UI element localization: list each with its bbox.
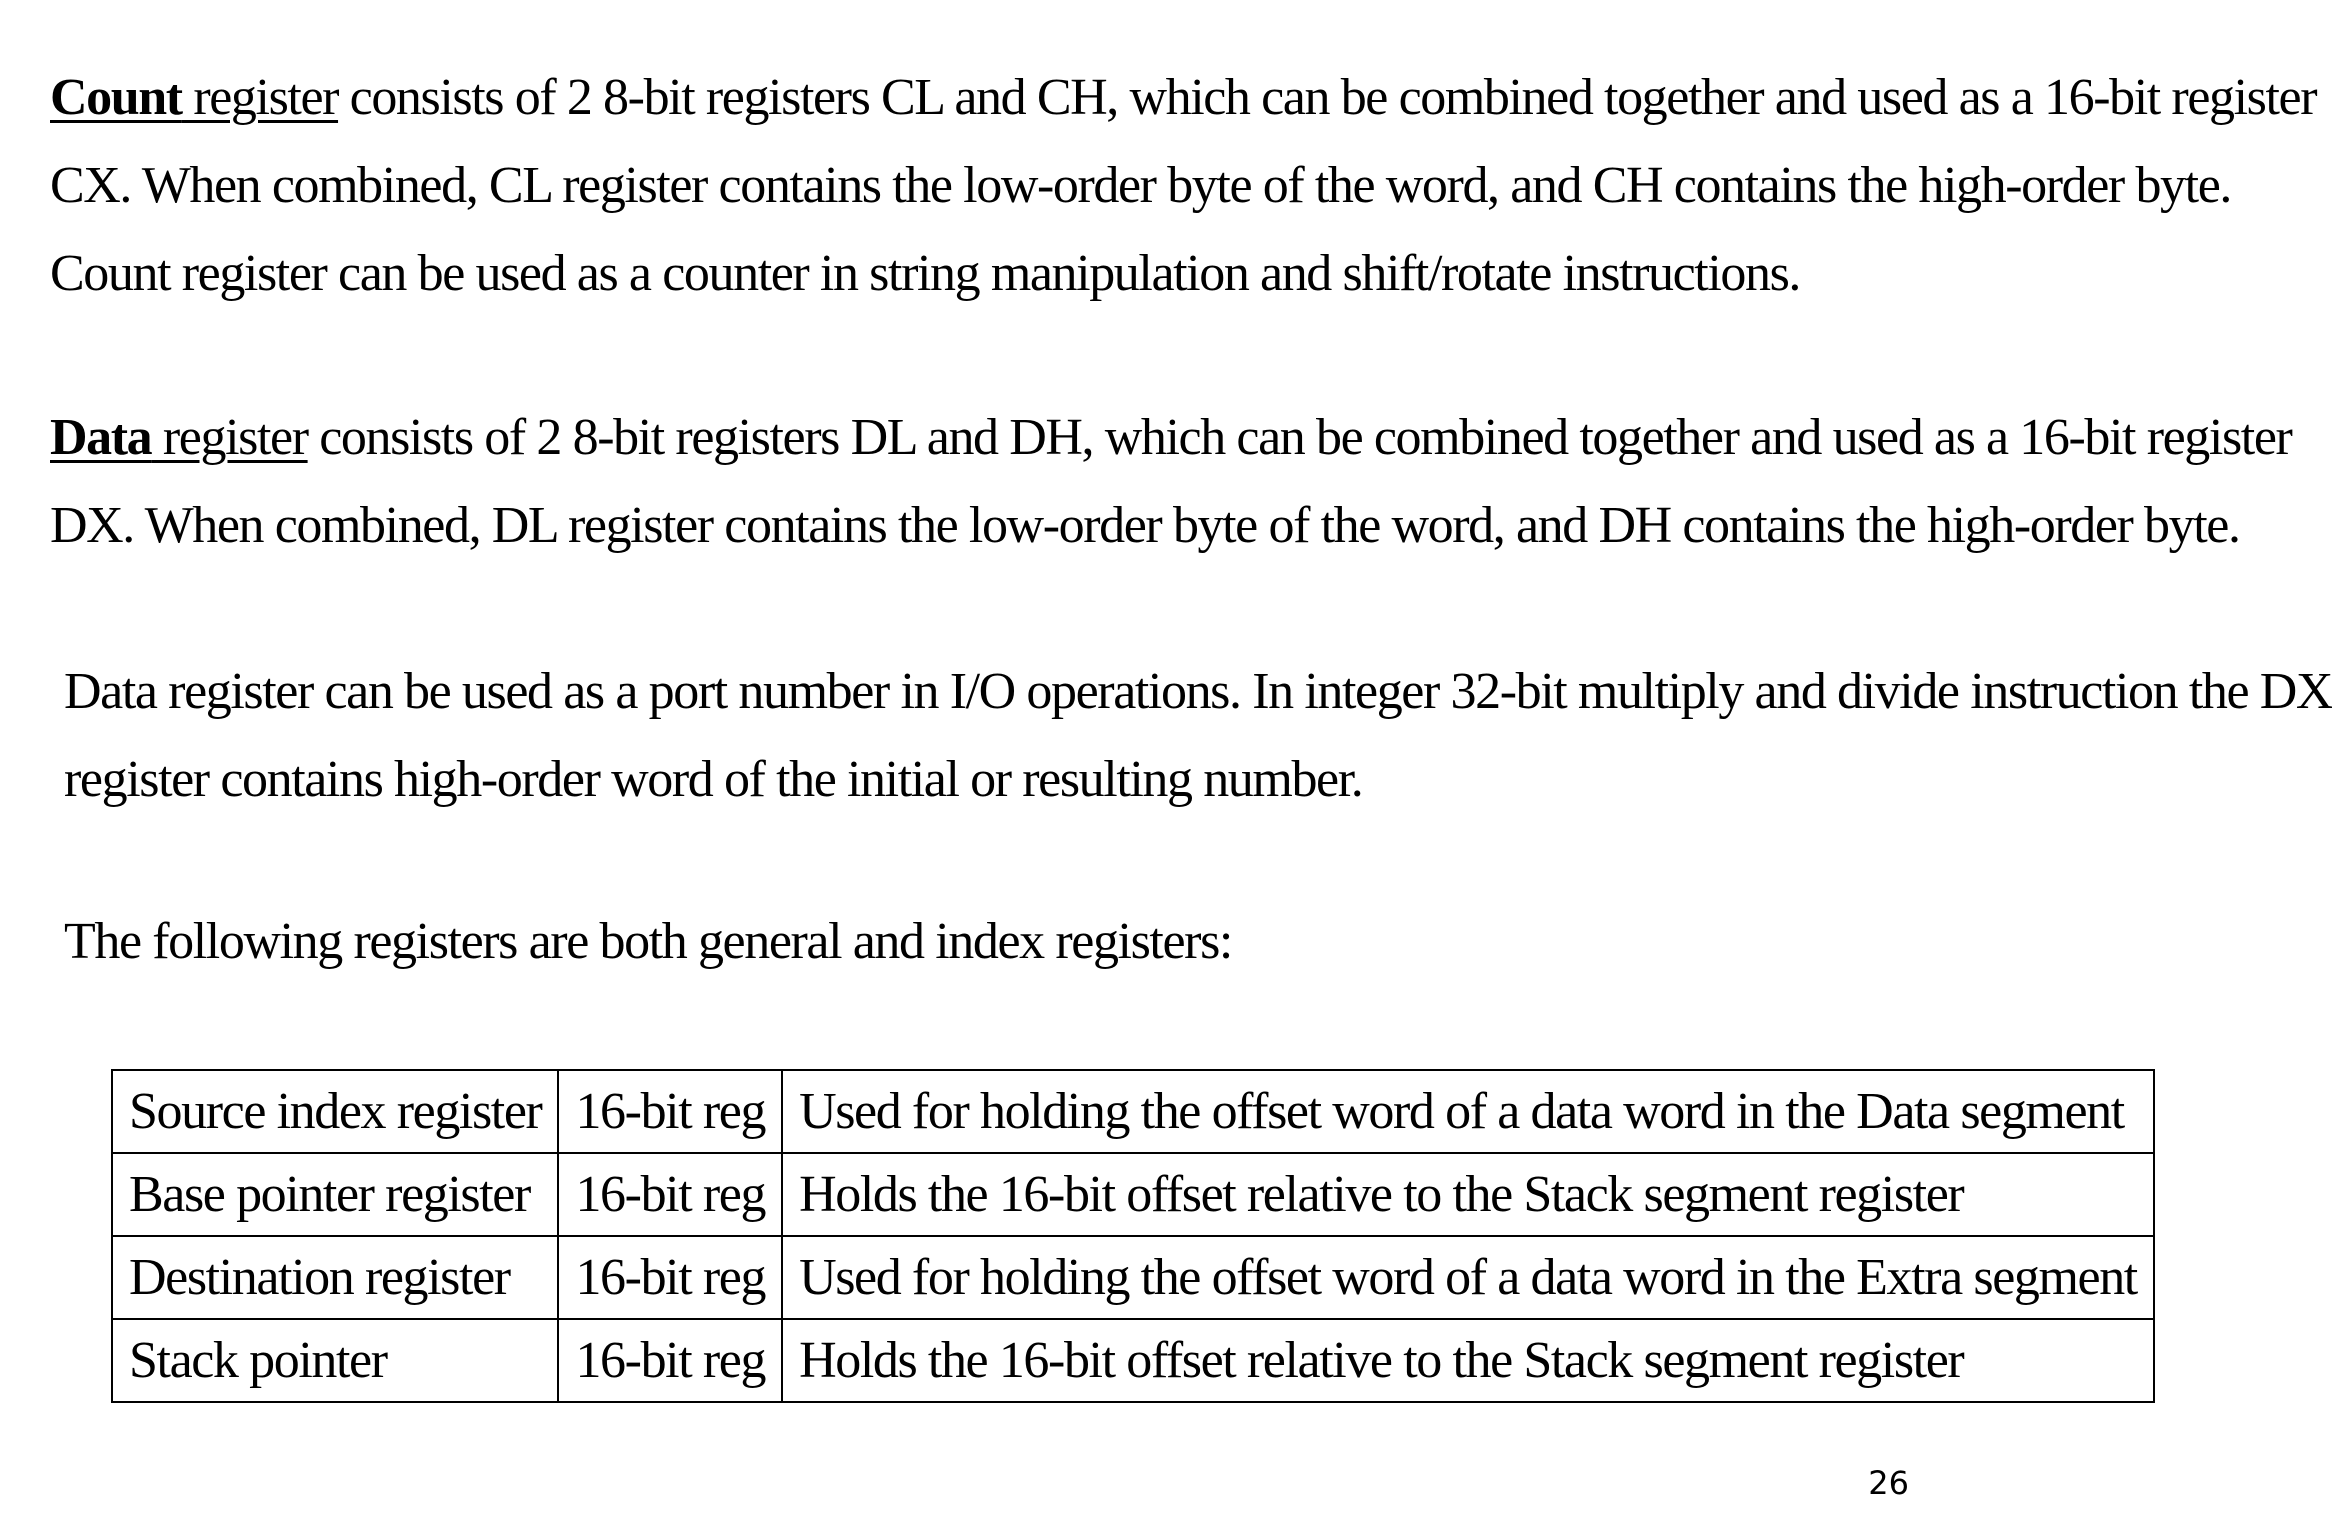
- index-registers-intro: The following registers are both general and index registers:: [64, 913, 1232, 970]
- register-size-cell: 16-bit reg: [558, 1236, 782, 1319]
- count-line1-rest: consists of 2 8-bit registers CL and CH, which can be combined together and used as a 16-bit register: [338, 69, 2317, 126]
- io-paragraph-line-2: register contains high-order word of the initial or resulting number.: [64, 751, 1363, 808]
- count-term-bold: Count: [50, 69, 182, 126]
- data-line1-rest: consists of 2 8-bit registers DL and DH, which can be combined together and used as a 16-bit register: [307, 409, 2292, 466]
- register-description-cell: Used for holding the offset word of a data word in the Extra segment: [782, 1236, 2154, 1319]
- data-register-paragraph: [50, 394, 2291, 570]
- register-name-cell: Destination register: [112, 1236, 558, 1319]
- data-term-bold: Data: [50, 409, 152, 466]
- register-size-cell: 16-bit reg: [558, 1153, 782, 1236]
- register-description-cell: Used for holding the offset word of a data word in the Data segment: [782, 1070, 2154, 1153]
- io-usage-paragraph: [64, 648, 2332, 824]
- table-row: [112, 1319, 2154, 1402]
- register-size-cell: 16-bit reg: [558, 1319, 782, 1402]
- register-size-cell: 16-bit reg: [558, 1070, 782, 1153]
- register-name-cell: Base pointer register: [112, 1153, 558, 1236]
- index-registers-table: [111, 1069, 2155, 1403]
- data-term-rest: register: [151, 409, 308, 466]
- count-paragraph-line-1: [50, 54, 2316, 142]
- register-description-cell: Holds the 16-bit offset relative to the Stack segment register: [782, 1153, 2154, 1236]
- table-row: [112, 1236, 2154, 1319]
- register-name-cell: Stack pointer: [112, 1319, 558, 1402]
- io-paragraph-line-1: Data register can be used as a port number in I/O operations. In integer 32-bit multiply and divide instruction the DX: [64, 663, 2332, 720]
- count-register-term: [50, 69, 338, 126]
- table-row: [112, 1070, 2154, 1153]
- data-paragraph-line-2: DX. When combined, DL register contains the low-order byte of the word, and DH contains the high-order byte.: [50, 497, 2240, 554]
- data-paragraph-line-1: [50, 394, 2291, 482]
- count-term-rest: register: [181, 69, 339, 126]
- data-register-term: [50, 409, 308, 466]
- register-name-cell: Source index register: [112, 1070, 558, 1153]
- register-description-cell: Holds the 16-bit offset relative to the Stack segment register: [782, 1319, 2154, 1402]
- count-paragraph-line-2: CX. When combined, CL register contains the low-order byte of the word, and CH contains the high-order byte.: [50, 157, 2231, 214]
- count-paragraph-line-3: Count register can be used as a counter in string manipulation and shift/rotate instructions.: [50, 245, 1801, 302]
- table-row: [112, 1153, 2154, 1236]
- count-register-paragraph: [50, 54, 2316, 318]
- page-number: 26: [1868, 1464, 1909, 1502]
